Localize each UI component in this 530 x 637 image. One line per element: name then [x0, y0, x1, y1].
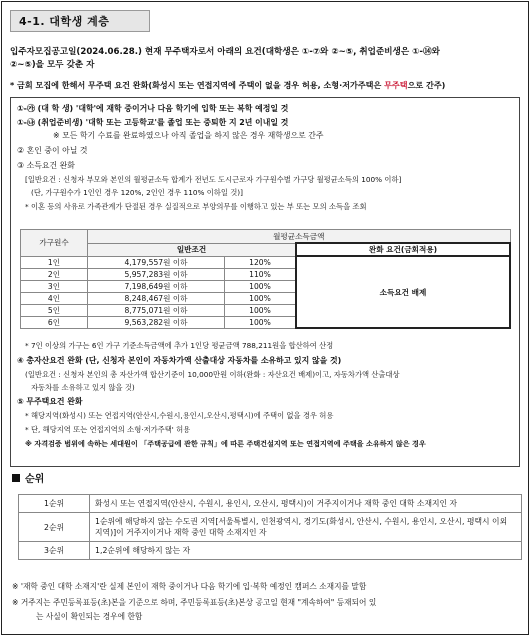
rank-1-label: 1순위	[19, 495, 90, 513]
req-income-general: [일반요건 : 신청자 부모와 본인의 월평균소득 합계가 전년도 도시근로자 가구원수별 가구당 월평균소득의 100% 이하]	[25, 175, 402, 184]
req-jobseeker-note: ※ 모든 학기 수료를 완료하였으나 아직 졸업을 하지 않은 경우 재학생으로 간주	[53, 131, 324, 140]
row4-percent: 100%	[225, 292, 297, 304]
req-assets: ④ 총자산요건 완화 (단, 신청자 본인이 자동차가액 산출대상 자동차를 소유하고 있지 않을 것)	[17, 356, 342, 365]
rank-3-desc: 1,2순위에 해당하지 않는 자	[90, 542, 522, 560]
row3-amount: 7,198,649원 이하	[88, 280, 225, 292]
col-relaxed-header: 완화 요건(금회적용)	[296, 243, 510, 256]
req-income-exception: (단, 가구원수가 1인인 경우 120%, 2인인 경우 110% 이하일 것)]	[31, 188, 243, 197]
row3-percent: 100%	[225, 280, 297, 292]
row6-percent: 100%	[225, 316, 297, 328]
relaxation-note	[10, 80, 522, 91]
footnote-2: ※ 거주지는 주민등록표등(초)본을 기준으로 하며, 주민등록표등(초)본상 공고일 현재 "계속하여" 등재되어 있	[12, 598, 377, 607]
row3-members: 3인	[21, 280, 88, 292]
intro-line-2: ②~⑤)을 모두 갖춘 자	[10, 60, 95, 70]
req-income-7plus-note: * 7인 이상의 가구는 6인 가구 기준소득금액에 추가 1인당 평균금액 788,211원을 합산하여 산정	[25, 341, 334, 350]
req-assets-general: (일반요건 : 신청자 본인의 총 자산가액 합산기준이 10,000만원 이하(완화 : 자산요건 배제)이고, 자동차가액 산출대상	[25, 370, 400, 379]
table-row	[19, 513, 522, 542]
req-house-verification: ※ 자격검증 범위에 속하는 세대원이 「주택공급에 관한 규칙」에 따른 주택건설지역 또는 연접지역에 주택을 소유하지 않은 경우	[25, 439, 426, 448]
col-monthly-header: 월평균소득금액	[88, 230, 511, 244]
row6-members: 6인	[21, 316, 88, 328]
col-members-header: 가구원수	[21, 230, 88, 257]
row1-percent: 120%	[225, 256, 297, 268]
rank-1-desc: 화성시 또는 연접지역(안산시, 수원시, 용인시, 오산시, 평택시)이 거주지이거나 재학 중인 대학 소재지인 자	[90, 495, 522, 513]
note-prefix: * 금회 모집에 한해서 무주택 요건 완화(화성시 또는 연접지역에 주택이 없을 경우 허용, 소형·저가주택은	[10, 80, 385, 90]
req-unmarried: ② 혼인 중이 아닐 것	[17, 146, 88, 155]
row5-amount: 8,775,071원 이하	[88, 304, 225, 316]
req-assets-general-2: 자동차를 소유하고 있지 않을 것)	[31, 383, 135, 392]
section-header	[10, 10, 150, 32]
row6-amount: 9,563,282원 이하	[88, 316, 225, 328]
ranks-title: 순위	[25, 474, 45, 485]
req-income-divorce-note: * 이혼 등의 사유로 가족관계가 단절된 경우 실질적으로 부양의무를 이행하고 있는 부 또는 모의 소득을 조회	[25, 202, 367, 211]
row2-percent: 110%	[225, 268, 297, 280]
row5-members: 5인	[21, 304, 88, 316]
row2-members: 2인	[21, 268, 88, 280]
req-jobseeker: ①-㉯ (취업준비생) '대학 또는 고등학교'를 졸업 또는 중퇴한 지 2년 이내일 것	[17, 118, 289, 127]
row2-amount: 5,957,283원 이하	[88, 268, 225, 280]
row5-percent: 100%	[225, 304, 297, 316]
footnote-1: ※ '재학 중인 대학 소재지'란 실제 본인이 재학 중이거나 다음 학기에 입·복학 예정인 캠퍼스 소재지를 말함	[12, 582, 367, 591]
income-table	[20, 229, 511, 329]
note-suffix: 으로 간주)	[407, 80, 446, 90]
note-red-text: 무주택	[384, 80, 408, 90]
square-bullet-icon	[12, 474, 20, 482]
rank-2-desc: 1순위에 해당하지 않는 수도권 지역[서울특별시, 인천광역시, 경기도(화성시, 안산시, 수원시, 용인시, 오산시, 평택시 이외 지역)]이 거주지이거나 재학 중인 대학 소재지인 자	[90, 513, 522, 542]
page	[1, 1, 529, 635]
row4-amount: 8,248,467원 이하	[88, 292, 225, 304]
rank-2-label: 2순위	[19, 513, 90, 542]
intro-paragraph	[10, 46, 522, 72]
row1-members: 1인	[21, 256, 88, 268]
row1-amount: 4,179,557원 이하	[88, 256, 225, 268]
table-row	[19, 542, 522, 560]
req-house: ⑤ 무주택요건 완화	[17, 397, 83, 406]
req-income: ③ 소득요건 완화	[17, 161, 75, 170]
row4-members: 4인	[21, 292, 88, 304]
section-title: 4-1. 대학생 계층	[19, 15, 110, 28]
rank-3-label: 3순위	[19, 542, 90, 560]
req-student: ①-㉮ (대 학 생) '대학'에 재학 중이거나 다음 학기에 입학 또는 복학 예정일 것	[17, 104, 289, 113]
ranks-table	[18, 494, 522, 560]
table-row	[19, 495, 522, 513]
footnote-3: 는 사실이 확인되는 경우에 한함	[36, 612, 143, 621]
col-general-header: 일반조건	[88, 243, 297, 256]
relaxed-cell: 소득요건 배제	[296, 256, 510, 328]
req-house-small: * 단, 해당지역 또는 연접지역의 소형·저가주택' 허용	[25, 425, 191, 434]
ranks-heading	[12, 474, 44, 486]
req-house-area: * 해당지역(화성시) 또는 연접지역(안산시,수원시,용인시,오산시,평택시)에 주택이 없을 경우 허용	[25, 411, 334, 420]
intro-line-1: 입주자모집공고일(2024.06.28.) 현재 무주택자로서 아래의 요건(대학생은 ①-⑦와 ②~⑤, 취업준비생은 ①-⑭와	[10, 47, 440, 57]
